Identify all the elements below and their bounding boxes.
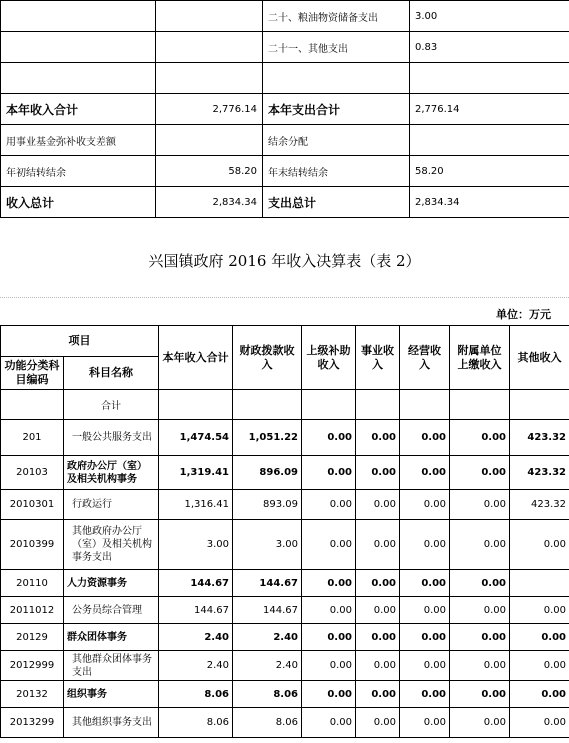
cell-total: 8.06 bbox=[159, 708, 233, 738]
cell-total: 3.00 bbox=[159, 520, 233, 570]
summary-cell: 2,834.34 bbox=[410, 187, 569, 218]
total-row-label: 合计 bbox=[64, 390, 159, 420]
header-operating: 经营收入 bbox=[400, 326, 450, 390]
cell-affiliated: 0.00 bbox=[450, 520, 510, 570]
cell-higher: 0.00 bbox=[302, 570, 356, 597]
header-func-code: 功能分类科目编码 bbox=[1, 357, 64, 390]
total-row-code bbox=[1, 390, 64, 420]
cell-business: 0.00 bbox=[356, 681, 400, 708]
cell-other: 0.00 bbox=[510, 597, 569, 624]
row-code: 20129 bbox=[1, 624, 64, 651]
cell-other: 0.00 bbox=[510, 681, 569, 708]
row-name: 行政运行 bbox=[64, 490, 159, 520]
cell-fiscal: 8.06 bbox=[233, 681, 302, 708]
cell-operating: 0.00 bbox=[400, 651, 450, 681]
cell-total: 1,319.41 bbox=[159, 456, 233, 490]
summary-row bbox=[1, 156, 569, 187]
cell-affiliated: 0.00 bbox=[450, 597, 510, 624]
row-code: 201 bbox=[1, 420, 64, 456]
table-row bbox=[1, 570, 569, 597]
summary-cell bbox=[263, 63, 410, 94]
summary-cell: 收入总计 bbox=[1, 187, 156, 218]
cell-other: 0.00 bbox=[510, 651, 569, 681]
row-code: 2010399 bbox=[1, 520, 64, 570]
cell-operating: 0.00 bbox=[400, 520, 450, 570]
cell-fiscal: 144.67 bbox=[233, 570, 302, 597]
cell-other: 423.32 bbox=[510, 420, 569, 456]
summary-cell: 0.83 bbox=[410, 32, 569, 63]
cell-operating: 0.00 bbox=[400, 570, 450, 597]
summary-cell bbox=[156, 125, 263, 156]
cell-other bbox=[510, 570, 569, 597]
table-row bbox=[1, 420, 569, 456]
summary-row bbox=[1, 94, 569, 125]
row-name: 政府办公厅（室）及相关机构事务 bbox=[64, 456, 159, 490]
cell-higher: 0.00 bbox=[302, 420, 356, 456]
cell-fiscal: 3.00 bbox=[233, 520, 302, 570]
cell-other: 0.00 bbox=[510, 520, 569, 570]
table-row bbox=[1, 681, 569, 708]
cell-fiscal: 2.40 bbox=[233, 651, 302, 681]
summary-cell: 用事业基金弥补收支差额 bbox=[1, 125, 156, 156]
summary-cell: 结余分配 bbox=[263, 125, 410, 156]
table-row bbox=[1, 624, 569, 651]
cell-higher: 0.00 bbox=[302, 708, 356, 738]
cell-fiscal: 8.06 bbox=[233, 708, 302, 738]
cell-affiliated: 0.00 bbox=[450, 651, 510, 681]
summary-cell: 年初结转结余 bbox=[1, 156, 156, 187]
income-table bbox=[0, 325, 569, 738]
table-row bbox=[1, 708, 569, 738]
header-item: 项目 bbox=[1, 326, 159, 357]
row-code: 2013299 bbox=[1, 708, 64, 738]
summary-table-body bbox=[1, 1, 569, 218]
cell-higher: 0.00 bbox=[302, 651, 356, 681]
cell-other: 423.32 bbox=[510, 456, 569, 490]
unit-label: 单位：万元 bbox=[496, 308, 551, 321]
row-name: 人力资源事务 bbox=[64, 570, 159, 597]
summary-cell: 年末结转结余 bbox=[263, 156, 410, 187]
header-business: 事业收入 bbox=[356, 326, 400, 390]
cell-fiscal: 144.67 bbox=[233, 597, 302, 624]
cell-operating: 0.00 bbox=[400, 681, 450, 708]
row-name: 其他群众团体事务支出 bbox=[64, 651, 159, 681]
cell-total: 2.40 bbox=[159, 624, 233, 651]
row-code: 20132 bbox=[1, 681, 64, 708]
table-row bbox=[1, 520, 569, 570]
row-name: 一般公共服务支出 bbox=[64, 420, 159, 456]
row-code: 2011012 bbox=[1, 597, 64, 624]
cell-higher: 0.00 bbox=[302, 490, 356, 520]
cell-affiliated: 0.00 bbox=[450, 490, 510, 520]
income-table-body bbox=[1, 390, 569, 738]
summary-cell: 58.20 bbox=[410, 156, 569, 187]
row-name: 群众团体事务 bbox=[64, 624, 159, 651]
cell-fiscal: 893.09 bbox=[233, 490, 302, 520]
summary-row bbox=[1, 32, 569, 63]
summary-cell: 二十一、其他支出 bbox=[263, 32, 410, 63]
summary-cell bbox=[1, 32, 156, 63]
cell-affiliated: 0.00 bbox=[450, 624, 510, 651]
cell-operating: 0.00 bbox=[400, 490, 450, 520]
cell-affiliated: 0.00 bbox=[450, 570, 510, 597]
summary-cell bbox=[1, 1, 156, 32]
row-name: 组织事务 bbox=[64, 681, 159, 708]
total-row bbox=[1, 390, 569, 420]
cell-affiliated: 0.00 bbox=[450, 708, 510, 738]
table-row bbox=[1, 456, 569, 490]
cell-affiliated: 0.00 bbox=[450, 420, 510, 456]
header-subject-name: 科目名称 bbox=[64, 357, 159, 390]
summary-cell bbox=[156, 63, 263, 94]
header-higher-subsidy: 上级补助收入 bbox=[302, 326, 356, 390]
cell-higher: 0.00 bbox=[302, 597, 356, 624]
table-row bbox=[1, 651, 569, 681]
cell-other: 0.00 bbox=[510, 708, 569, 738]
cell-higher: 0.00 bbox=[302, 456, 356, 490]
cell-operating: 0.00 bbox=[400, 708, 450, 738]
cell-higher: 0.00 bbox=[302, 624, 356, 651]
cell-higher: 0.00 bbox=[302, 681, 356, 708]
summary-cell: 2,776.14 bbox=[410, 94, 569, 125]
cell-total: 2.40 bbox=[159, 651, 233, 681]
row-name: 其他政府办公厅（室）及相关机构事务支出 bbox=[64, 520, 159, 570]
row-code: 20103 bbox=[1, 456, 64, 490]
header-other: 其他收入 bbox=[510, 326, 569, 390]
summary-cell bbox=[156, 32, 263, 63]
summary-cell bbox=[156, 1, 263, 32]
row-code: 2012999 bbox=[1, 651, 64, 681]
cell-business: 0.00 bbox=[356, 624, 400, 651]
summary-cell: 2,776.14 bbox=[156, 94, 263, 125]
cell-business: 0.00 bbox=[356, 490, 400, 520]
page-title: 兴国镇政府 2016 年收入决算表（表 2） bbox=[148, 252, 421, 270]
summary-cell bbox=[410, 63, 569, 94]
cell-business: 0.00 bbox=[356, 570, 400, 597]
cell-business: 0.00 bbox=[356, 708, 400, 738]
cell-fiscal: 1,051.22 bbox=[233, 420, 302, 456]
cell-total: 8.06 bbox=[159, 681, 233, 708]
cell-business: 0.00 bbox=[356, 456, 400, 490]
summary-cell: 支出总计 bbox=[263, 187, 410, 218]
header-fiscal: 财政拨款收入 bbox=[233, 326, 302, 390]
cell-operating: 0.00 bbox=[400, 420, 450, 456]
table-row bbox=[1, 490, 569, 520]
cell-total: 1,474.54 bbox=[159, 420, 233, 456]
summary-cell: 本年支出合计 bbox=[263, 94, 410, 125]
summary-row bbox=[1, 63, 569, 94]
summary-row bbox=[1, 1, 569, 32]
header-affiliated: 附属单位上缴收入 bbox=[450, 326, 510, 390]
summary-row bbox=[1, 187, 569, 218]
divider bbox=[0, 297, 569, 326]
summary-cell bbox=[1, 63, 156, 94]
cell-total: 1,316.41 bbox=[159, 490, 233, 520]
cell-fiscal: 2.40 bbox=[233, 624, 302, 651]
cell-operating: 0.00 bbox=[400, 624, 450, 651]
summary-table bbox=[0, 0, 569, 218]
income-table-header bbox=[1, 326, 569, 390]
cell-total: 144.67 bbox=[159, 597, 233, 624]
summary-cell: 二十、粮油物资储备支出 bbox=[263, 1, 410, 32]
row-name: 公务员综合管理 bbox=[64, 597, 159, 624]
cell-business: 0.00 bbox=[356, 420, 400, 456]
cell-fiscal: 896.09 bbox=[233, 456, 302, 490]
cell-operating: 0.00 bbox=[400, 456, 450, 490]
table-row bbox=[1, 597, 569, 624]
cell-affiliated: 0.00 bbox=[450, 456, 510, 490]
summary-cell: 3.00 bbox=[410, 1, 569, 32]
cell-operating: 0.00 bbox=[400, 597, 450, 624]
summary-cell: 2,834.34 bbox=[156, 187, 263, 218]
cell-total: 144.67 bbox=[159, 570, 233, 597]
row-code: 20110 bbox=[1, 570, 64, 597]
cell-business: 0.00 bbox=[356, 597, 400, 624]
row-code: 2010301 bbox=[1, 490, 64, 520]
cell-other: 0.00 bbox=[510, 624, 569, 651]
summary-cell: 58.20 bbox=[156, 156, 263, 187]
summary-cell: 本年收入合计 bbox=[1, 94, 156, 125]
cell-higher: 0.00 bbox=[302, 520, 356, 570]
cell-other: 423.32 bbox=[510, 490, 569, 520]
row-name: 其他组织事务支出 bbox=[64, 708, 159, 738]
cell-business: 0.00 bbox=[356, 520, 400, 570]
cell-business: 0.00 bbox=[356, 651, 400, 681]
summary-row bbox=[1, 125, 569, 156]
header-total-income: 本年收入合计 bbox=[159, 326, 233, 390]
cell-affiliated: 0.00 bbox=[450, 681, 510, 708]
summary-cell bbox=[410, 125, 569, 156]
